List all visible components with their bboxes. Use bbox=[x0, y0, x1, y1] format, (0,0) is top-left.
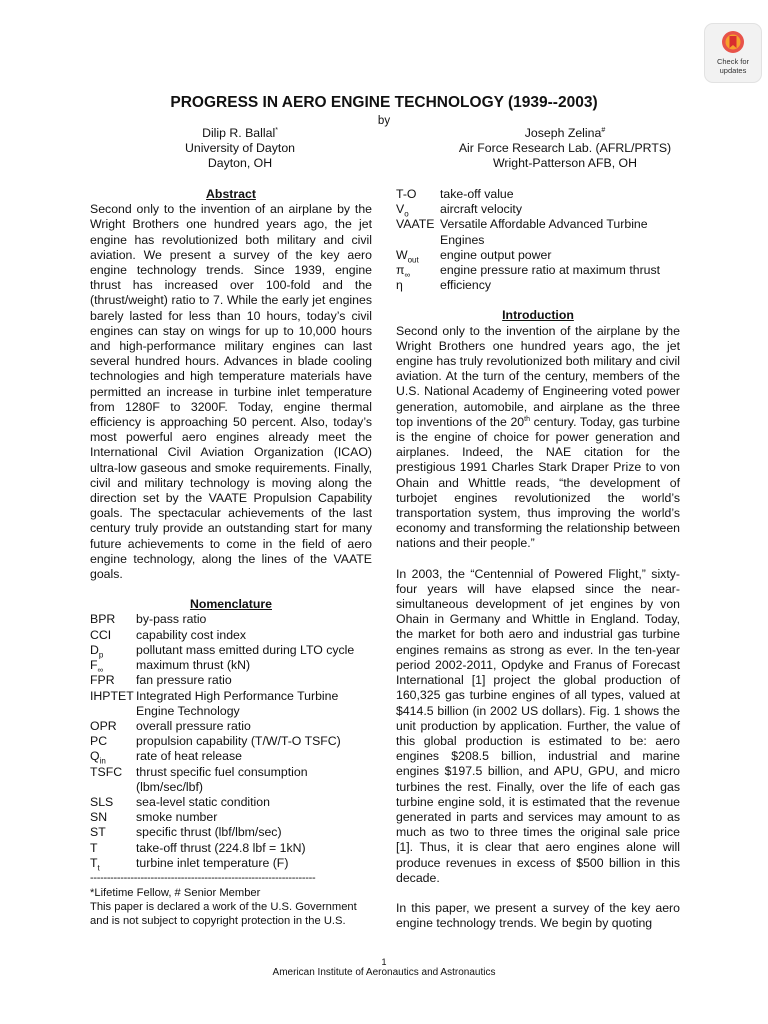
nomenclature-symbol-text: OPR bbox=[90, 718, 117, 733]
right-column bbox=[396, 187, 680, 931]
nomenclature-symbol bbox=[396, 263, 440, 278]
nomenclature-entry bbox=[90, 765, 372, 795]
nomenclature-symbol bbox=[90, 856, 136, 871]
intro-paragraph-2: In 2003, the “Centennial of Powered Flight,” sixty-four years will have elapsed since the near-simultaneous development of jet engines by von Ohain in Germany and Whittle in England. Today, the market for both aero and industrial gas turbine engines remains as strong as ever. In the ten-year period 2002-2011, Opdyke and Franus of Forecast International [1] project the global production of 160,325 gas turbine engines of all types, valued at $414.5 billion (in 2002 US dollars). Fig. 1 shows the unit production by application. Further, the value of this global production is estimated to be: aero engines $208.5 billion, industrial and marine engines $197.5 billion, and APU, GPU, and micro turbines the rest. Finally, over the life of each gas turbine engine sold, it is estimated that the revenue generated in parts and services may amount to as much as two to three times the original sale price [1]. Thus, it is clear that aero engines alone will produce revenues in excess of $500 billion in this decade. bbox=[396, 566, 680, 885]
nomenclature-definition: Integrated High Performance Turbine Engine Technology bbox=[136, 688, 339, 718]
nomenclature-symbol-text: PC bbox=[90, 734, 108, 749]
nomenclature-entry bbox=[396, 217, 680, 247]
nomenclature-definition: propulsion capability (T/W/T-O TSFC) bbox=[136, 734, 341, 749]
author-1 bbox=[120, 126, 360, 171]
nomenclature-symbol bbox=[90, 841, 136, 856]
nomenclature-symbol-text: T-O bbox=[396, 187, 417, 201]
nomenclature-definition: engine pressure ratio at maximum thrust bbox=[440, 263, 661, 278]
nomenclature-entry bbox=[396, 202, 680, 217]
nomenclature-symbol bbox=[396, 278, 440, 293]
nomenclature-entry bbox=[90, 856, 372, 871]
nomenclature-definition: specific thrust (lbf/lbm/sec) bbox=[136, 825, 282, 840]
nomenclature-heading: Nomenclature bbox=[189, 597, 272, 612]
nomenclature-symbol-text: T bbox=[90, 855, 98, 870]
author-2-name-line bbox=[410, 126, 720, 141]
nomenclature-entry bbox=[396, 263, 680, 278]
abstract-text: Second only to the invention of an airplane by the Wright Brothers one hundred years ago, the jet engine has revolutionized both military and civil aviation. We present a survey of the key aero engine technology trends. Since 1939, engine thrust has increased over 100-fold and the (thrust/weight) ratio to 7. While the early jet engines barely lasted for less than 10 hours, today’s civil engines can stay on wings for up to 10,000 hours and high-performance military engines can last several hundred hours. Advances in blade cooling technologies and high temperature materials have permitted an increase in turbine inlet temperature from 1280F to 3200F. Today, engine thermal efficiency is approaching 50 percent. Also, today’s most powerful aero engines already meet the International Civil Aviation Organization (ICAO) ultra-low gaseous and smoke requirements. Finally, civil and military technology is moving along the direction set by the VAATE Propulsion Capability goals. The spectacular achievements of the last century truly provide an outstanding start for many future achievements to come in the field of aero engine technology, along the lines of the VAATE goals. bbox=[90, 202, 372, 582]
author-1-mark: * bbox=[275, 126, 278, 134]
nomenclature-symbol bbox=[396, 187, 440, 202]
footnote-copyright: This paper is declared a work of the U.S. Government and is not subject to copyright protection in the U.S. bbox=[90, 901, 357, 928]
author-2-location: Wright-Patterson AFB, OH bbox=[493, 156, 637, 170]
author-1-location: Dayton, OH bbox=[207, 156, 273, 170]
intro-paragraph-3: In this paper, we present a survey of the key aero engine technology trends. We begin by quoting bbox=[396, 900, 680, 931]
nomenclature-symbol-text: FPR bbox=[90, 673, 115, 688]
nomenclature-symbol-text: η bbox=[396, 278, 403, 293]
nomenclature-symbol-text: T bbox=[90, 840, 98, 855]
author-1-affiliation: University of Dayton bbox=[184, 141, 296, 155]
nomenclature-entry bbox=[90, 643, 372, 658]
nomenclature-definition: aircraft velocity bbox=[440, 202, 523, 217]
nomenclature-entry bbox=[396, 248, 680, 263]
nomenclature-symbol-text: SN bbox=[90, 810, 108, 825]
nomenclature-entry bbox=[90, 658, 372, 673]
nomenclature-symbol bbox=[396, 248, 440, 263]
nomenclature-entry bbox=[90, 673, 372, 688]
footnote-membership: *Lifetime Fellow, # Senior Member bbox=[90, 887, 261, 900]
nomenclature-entry bbox=[90, 841, 372, 856]
nomenclature-entry bbox=[90, 734, 372, 749]
check-for-updates-badge[interactable] bbox=[705, 24, 761, 82]
nomenclature-definition: Versatile Affordable Advanced Turbine Engines bbox=[440, 217, 648, 247]
nomenclature-symbol-subscript: p bbox=[98, 650, 104, 660]
author-2 bbox=[410, 126, 720, 171]
nomenclature-symbol-subscript: o bbox=[404, 209, 409, 219]
nomenclature-symbol-text: VAATE bbox=[396, 217, 435, 232]
author-2-mark: # bbox=[601, 126, 606, 134]
nomenclature-symbol-text: F bbox=[90, 658, 98, 673]
nomenclature-entry bbox=[90, 719, 372, 734]
nomenclature-symbol bbox=[90, 658, 136, 673]
author-2-affiliation: Air Force Research Lab. (AFRL/PRTS) bbox=[458, 141, 672, 155]
page-number: 1 bbox=[381, 957, 387, 967]
nomenclature-symbol bbox=[90, 719, 136, 734]
nomenclature-definition: fan pressure ratio bbox=[136, 673, 232, 688]
introduction-body bbox=[396, 324, 680, 932]
author-1-name-line bbox=[120, 126, 360, 141]
nomenclature-symbol-text: CCI bbox=[90, 627, 112, 642]
nomenclature-definition: maximum thrust (kN) bbox=[136, 658, 251, 673]
nomenclature-symbol bbox=[90, 643, 136, 658]
nomenclature-symbol-text: D bbox=[90, 642, 99, 657]
nomenclature-definition: engine output power bbox=[440, 247, 552, 262]
nomenclature-entry bbox=[90, 689, 372, 719]
nomenclature-symbol-text: IHPTET bbox=[90, 688, 134, 703]
nomenclature-definition: turbine inlet temperature (F) bbox=[136, 855, 289, 870]
nomenclature-symbol bbox=[90, 795, 136, 810]
nomenclature-definition: capability cost index bbox=[136, 627, 247, 642]
intro-paragraph-1 bbox=[396, 324, 680, 552]
nomenclature-symbol bbox=[396, 202, 440, 217]
nomenclature-symbol bbox=[90, 628, 136, 643]
nomenclature-symbol-text: π bbox=[396, 263, 405, 278]
nomenclature-symbol bbox=[90, 689, 136, 719]
author-1-name: Dilip R. Ballal bbox=[202, 126, 276, 140]
nomenclature-entry bbox=[90, 810, 372, 825]
nomenclature-definition: rate of heat release bbox=[136, 749, 242, 764]
nomenclature-entry bbox=[90, 749, 372, 764]
nomenclature-symbol-text: Q bbox=[90, 749, 100, 764]
nomenclature-list-continued bbox=[396, 187, 680, 293]
nomenclature-definition: efficiency bbox=[440, 278, 492, 293]
nomenclature-symbol-text: V bbox=[396, 202, 405, 217]
nomenclature-entry bbox=[396, 187, 680, 202]
nomenclature-entry bbox=[90, 825, 372, 840]
nomenclature-symbol-text: W bbox=[396, 247, 408, 262]
abstract-heading: Abstract bbox=[206, 187, 256, 201]
footnote-rule: ------------------------------------------------------------------- bbox=[90, 871, 316, 884]
nomenclature-symbol-text: ST bbox=[90, 825, 106, 840]
nomenclature-list bbox=[90, 612, 372, 873]
nomenclature-symbol bbox=[90, 673, 136, 688]
nomenclature-symbol bbox=[90, 810, 136, 825]
nomenclature-symbol bbox=[396, 217, 440, 247]
footer-institute: American Institute of Aeronautics and Astronautics bbox=[272, 967, 496, 978]
nomenclature-definition: smoke number bbox=[136, 810, 218, 825]
nomenclature-symbol bbox=[90, 825, 136, 840]
check-for-updates-icon bbox=[721, 30, 745, 54]
nomenclature-symbol bbox=[90, 734, 136, 749]
nomenclature-symbol-text: BPR bbox=[90, 612, 116, 627]
intro-p1-part-a: Second only to the invention of the airplane by the Wright Brothers one hundred years ago, the jet engine has truly revolutionized both military and civil aviation. At the turn of the century, members of the U.S. National Academy of Engineering voted power generation, automobile, and airplane as the three top inventions of the 20 bbox=[396, 323, 680, 429]
nomenclature-symbol bbox=[90, 612, 136, 627]
nomenclature-symbol bbox=[90, 765, 136, 795]
nomenclature-entry bbox=[396, 278, 680, 293]
nomenclature-definition: by-pass ratio bbox=[136, 612, 207, 627]
nomenclature-definition: overall pressure ratio bbox=[136, 718, 251, 733]
nomenclature-symbol-subscript: ∞ bbox=[404, 270, 411, 280]
nomenclature-definition: sea-level static condition bbox=[136, 794, 270, 809]
nomenclature-symbol-subscript: out bbox=[407, 255, 419, 265]
paper-title: PROGRESS IN AERO ENGINE TECHNOLOGY (1939--2003) bbox=[170, 94, 598, 111]
left-column bbox=[90, 187, 372, 928]
nomenclature-definition: take-off value bbox=[440, 187, 514, 201]
nomenclature-definition: thrust specific fuel consumption (lbm/sec/lbf) bbox=[136, 764, 308, 794]
nomenclature-symbol-subscript: ∞ bbox=[97, 665, 104, 675]
nomenclature-symbol-text: TSFC bbox=[90, 764, 123, 779]
introduction-heading: Introduction bbox=[502, 308, 574, 323]
nomenclature-symbol-subscript: in bbox=[99, 756, 106, 766]
intro-p1-superscript: th bbox=[524, 415, 530, 423]
nomenclature-definition: take-off thrust (224.8 lbf = 1kN) bbox=[136, 840, 306, 855]
nomenclature-definition: pollutant mass emitted during LTO cycle bbox=[136, 642, 355, 657]
check-for-updates-label: Check for updates bbox=[716, 57, 750, 75]
nomenclature-entry bbox=[90, 628, 372, 643]
nomenclature-symbol-subscript: t bbox=[97, 863, 100, 873]
nomenclature-entry bbox=[90, 795, 372, 810]
nomenclature-entry bbox=[90, 612, 372, 627]
nomenclature-symbol bbox=[90, 749, 136, 764]
intro-p1-part-b: century. Today, gas turbine is the engine of choice for power generation and airplanes. Indeed, the NAE citation for the prestigious 1991 Charles Stark Draper Prize to von Ohain and Whittle reads, “the development of turbojet engines revolutionized the world’s transportation system, thus improving the world’s economy and transforming the relationship between nations and their people.” bbox=[396, 414, 680, 551]
author-2-name: Joseph Zelina bbox=[524, 126, 602, 140]
byline: by bbox=[377, 115, 391, 127]
nomenclature-symbol-text: SLS bbox=[90, 794, 114, 809]
